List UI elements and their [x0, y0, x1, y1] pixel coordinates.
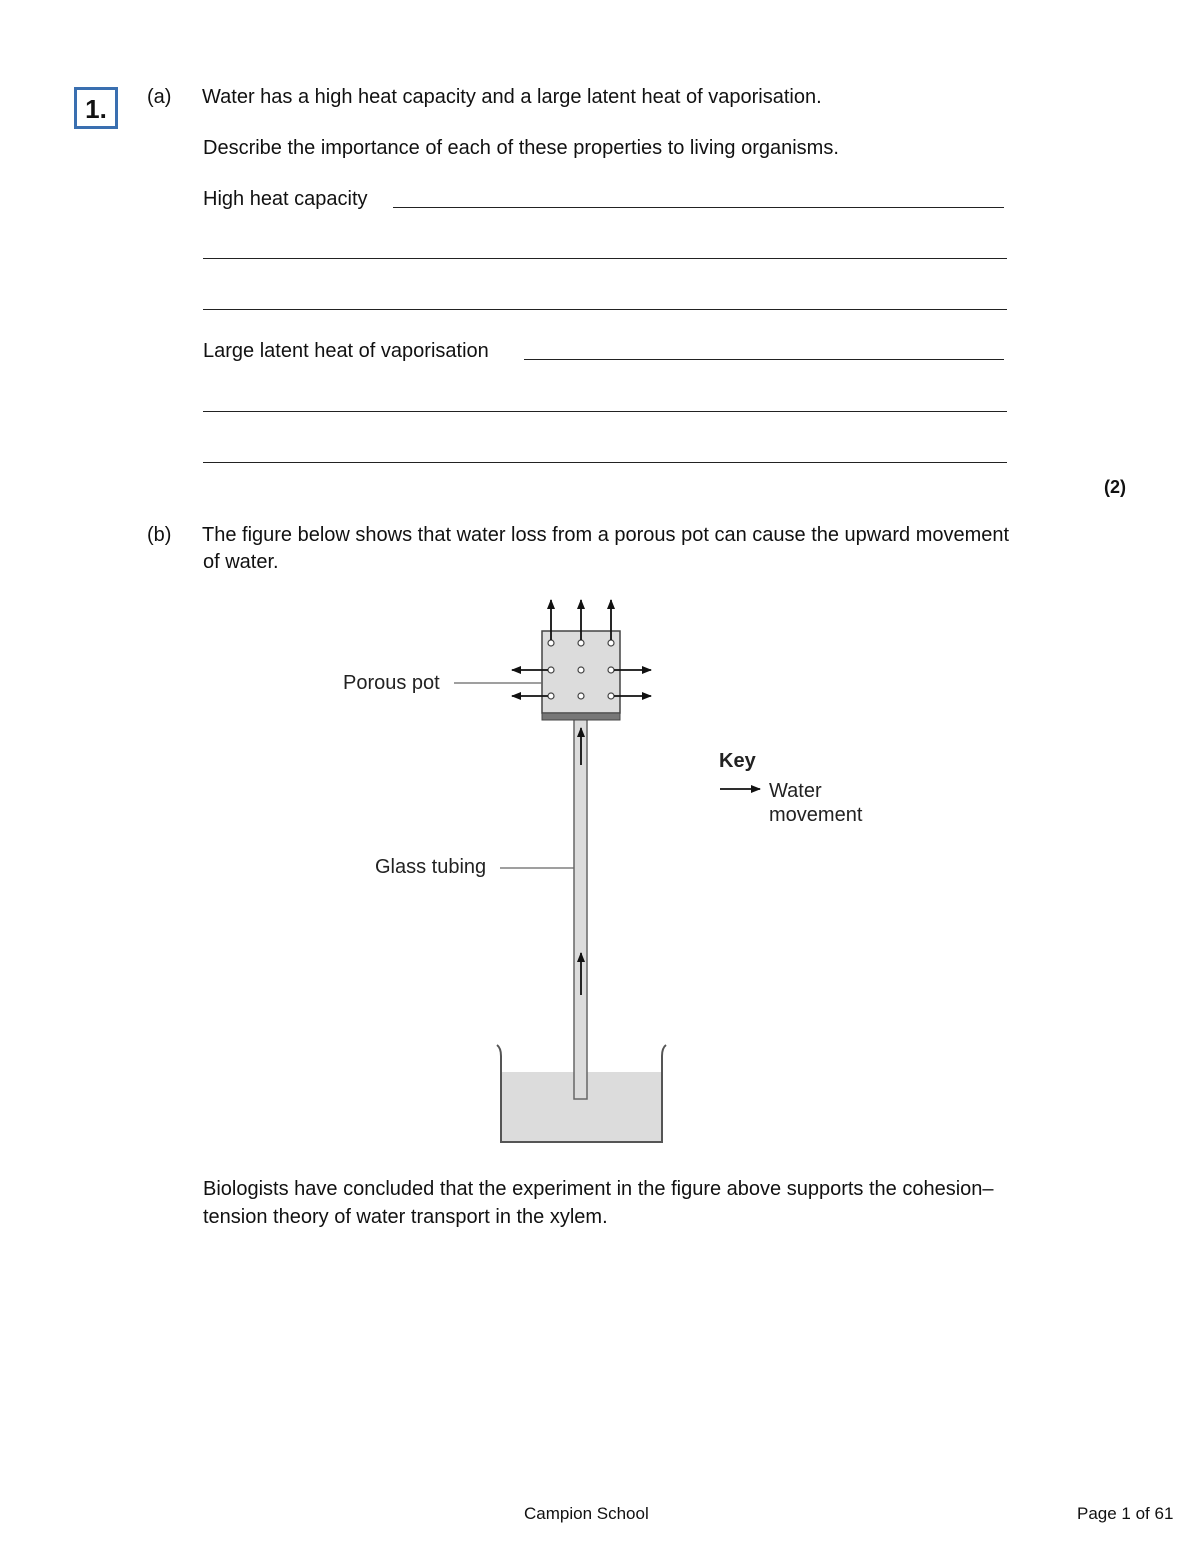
conclusion-line1: Biologists have concluded that the experiment in the figure above supports the cohesion–	[203, 1178, 994, 1200]
part-b-label: (b)	[147, 524, 172, 546]
label-porous-pot: Porous pot	[343, 672, 440, 694]
part-a-label: (a)	[147, 86, 172, 108]
footer-school: Campion School	[524, 1504, 649, 1523]
label-glass-tubing: Glass tubing	[375, 856, 487, 878]
footer-page-number: Page 1 of 61	[1077, 1504, 1174, 1523]
part-b-intro-line1: The figure below shows that water loss from a porous pot can cause the upward movement	[202, 524, 1010, 546]
conclusion-line2: tension theory of water transport in the xylem.	[203, 1206, 608, 1228]
part-a-instruction: Describe the importance of each of these properties to living organisms.	[203, 137, 839, 159]
question-number: 1.	[74, 87, 118, 129]
glass-tubing	[574, 707, 587, 1099]
marks-label: (2)	[1104, 477, 1126, 497]
pot-base	[542, 713, 620, 720]
part-a-statement: Water has a high heat capacity and a large latent heat of vaporisation.	[202, 86, 822, 108]
prompt-high-heat-capacity: High heat capacity	[203, 188, 368, 210]
key-title: Key	[719, 750, 756, 772]
prompt-latent-heat: Large latent heat of vaporisation	[203, 340, 489, 362]
key-line1: Water	[769, 780, 822, 802]
key-line2: movement	[769, 804, 863, 826]
part-b-intro-line2: of water.	[203, 551, 279, 573]
